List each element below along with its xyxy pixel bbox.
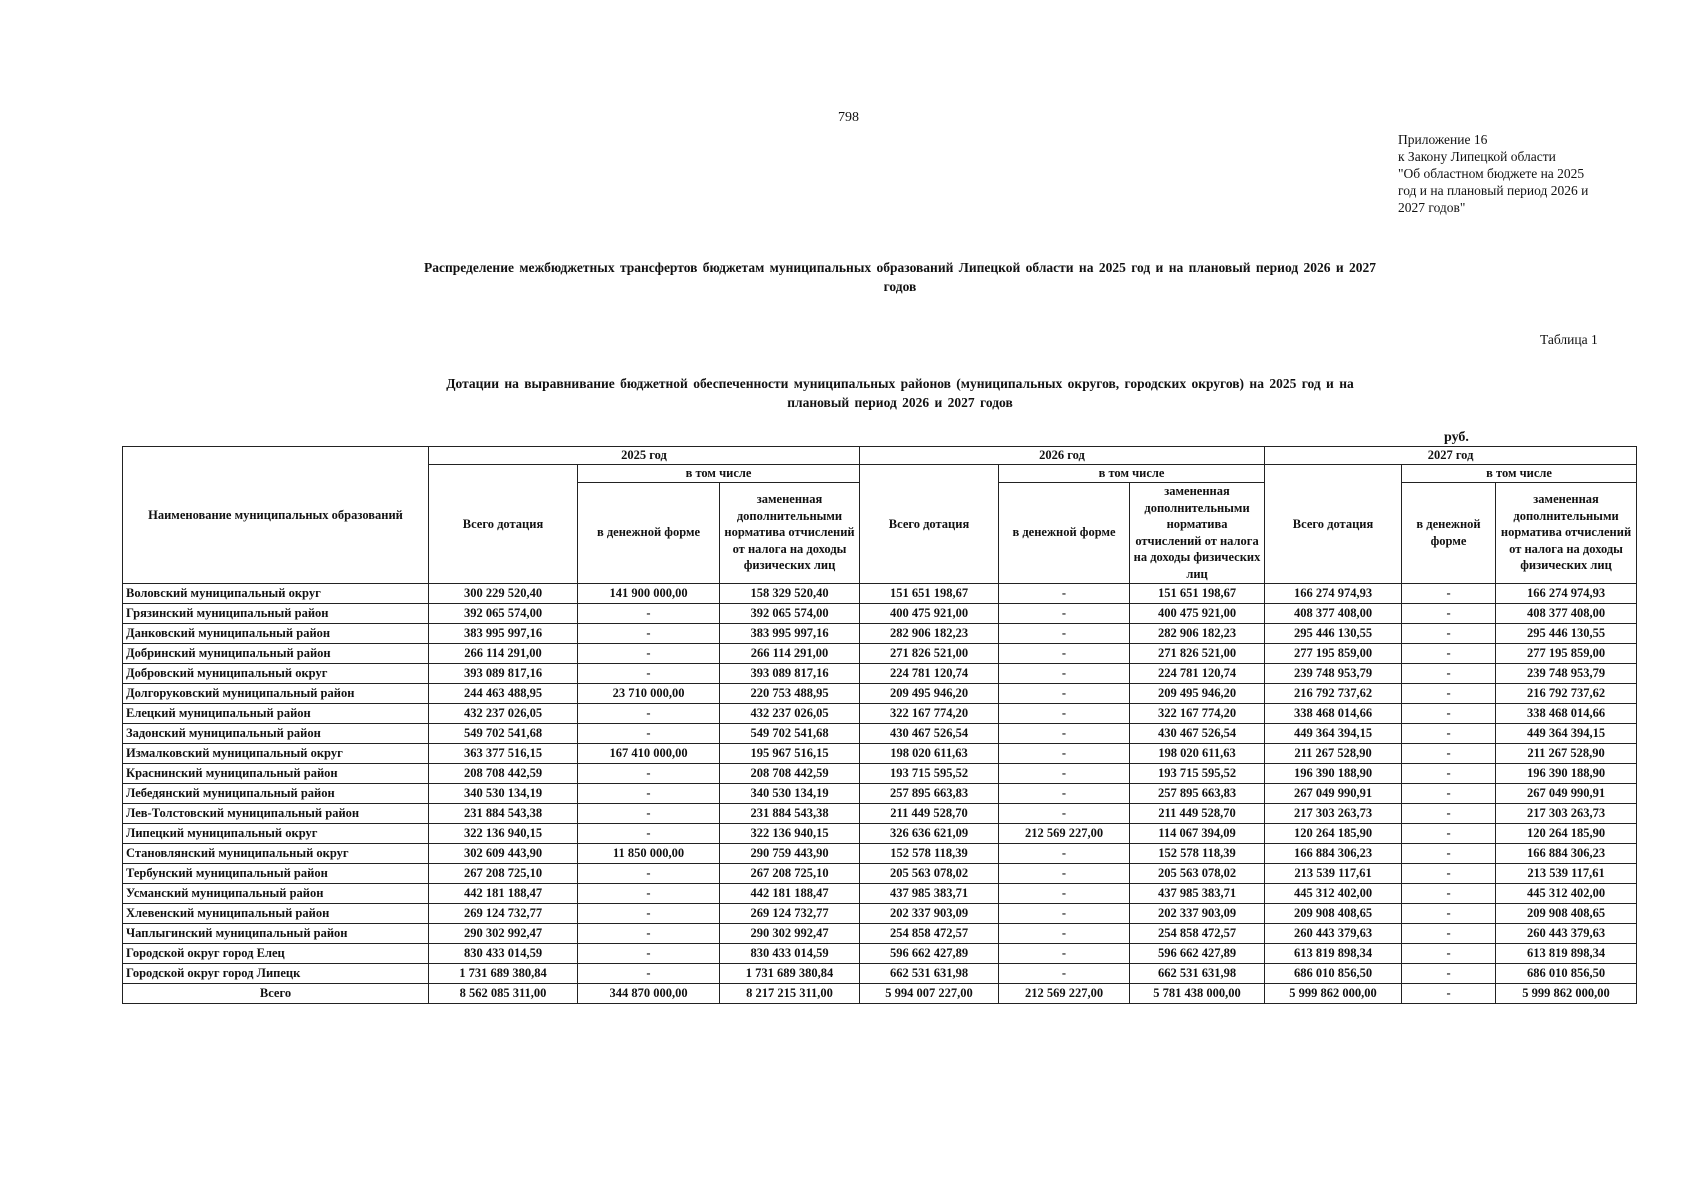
replaced-2027: 211 267 528,90 — [1496, 743, 1637, 763]
total-2025: 442 181 188,47 — [429, 883, 578, 903]
total-2027: 267 049 990,91 — [1265, 783, 1402, 803]
cash-2025: 141 900 000,00 — [578, 583, 720, 603]
table-row — [123, 683, 1637, 703]
total-2025: 302 609 443,90 — [429, 843, 578, 863]
replaced-2025: 830 433 014,59 — [720, 943, 860, 963]
appendix-line: 2027 годов" — [1398, 200, 1466, 215]
total-2026: 400 475 921,00 — [860, 603, 999, 623]
municipality-name: Краснинский муниципальный район — [123, 763, 429, 783]
replaced-2027: 408 377 408,00 — [1496, 603, 1637, 623]
header-replaced-2026: замененная дополнительными норматива отчислений от налога на доходы физических лиц — [1130, 482, 1265, 583]
cash-2025: - — [578, 943, 720, 963]
table-row — [123, 723, 1637, 743]
cash-2026: - — [999, 783, 1130, 803]
appendix-note — [1398, 131, 1638, 216]
municipality-name: Липецкий муниципальный округ — [123, 823, 429, 843]
table-row — [123, 783, 1637, 803]
total-2026: 254 858 472,57 — [860, 923, 999, 943]
municipality-name: Измалковский муниципальный округ — [123, 743, 429, 763]
table-title: Дотации на выравнивание бюджетной обеспеченности муниципальных районов (муниципальных округов, городских округов) на 2025 год и на плановый период 2026 и 2027 годов — [446, 376, 1354, 410]
total-2025: 290 302 992,47 — [429, 923, 578, 943]
municipality-name: Добринский муниципальный район — [123, 643, 429, 663]
cash-2025: - — [578, 763, 720, 783]
total-2027: 217 303 263,73 — [1265, 803, 1402, 823]
cash-2025: - — [578, 923, 720, 943]
total-2025: 208 708 442,59 — [429, 763, 578, 783]
table-row — [123, 903, 1637, 923]
replaced-2025: 383 995 997,16 — [720, 623, 860, 643]
cash-2026: - — [999, 743, 1130, 763]
replaced-2027: 260 443 379,63 — [1496, 923, 1637, 943]
replaced-2026: 437 985 383,71 — [1130, 883, 1265, 903]
cash-2027: - — [1402, 723, 1496, 743]
cash-2027: - — [1402, 783, 1496, 803]
total-2027: 613 819 898,34 — [1265, 943, 1402, 963]
cash-2026: - — [999, 683, 1130, 703]
municipality-name: Данковский муниципальный район — [123, 623, 429, 643]
municipality-name: Лебедянский муниципальный район — [123, 783, 429, 803]
total-2025: 432 237 026,05 — [429, 703, 578, 723]
total-2027: 216 792 737,62 — [1265, 683, 1402, 703]
replaced-2026: 254 858 472,57 — [1130, 923, 1265, 943]
table-row — [123, 943, 1637, 963]
total-2026: 202 337 903,09 — [860, 903, 999, 923]
table-label: Таблица 1 — [1540, 332, 1598, 347]
replaced-2025: 1 731 689 380,84 — [720, 963, 860, 983]
total-2027: 239 748 953,79 — [1265, 663, 1402, 683]
cash-2026: - — [999, 623, 1130, 643]
replaced-2026: 152 578 118,39 — [1130, 843, 1265, 863]
replaced-2027: 196 390 188,90 — [1496, 763, 1637, 783]
cash-2025: 23 710 000,00 — [578, 683, 720, 703]
total-2027: 213 539 117,61 — [1265, 863, 1402, 883]
total-2027: 686 010 856,50 — [1265, 963, 1402, 983]
table-row — [123, 703, 1637, 723]
total-cash-2026: 212 569 227,00 — [999, 983, 1130, 1003]
table-row — [123, 663, 1637, 683]
total-2027: 211 267 528,90 — [1265, 743, 1402, 763]
replaced-2026: 257 895 663,83 — [1130, 783, 1265, 803]
appendix-line: Приложение 16 — [1398, 132, 1488, 147]
replaced-2026: 430 467 526,54 — [1130, 723, 1265, 743]
total-2025: 267 208 725,10 — [429, 863, 578, 883]
replaced-2027: 217 303 263,73 — [1496, 803, 1637, 823]
replaced-2025: 231 884 543,38 — [720, 803, 860, 823]
replaced-2026: 322 167 774,20 — [1130, 703, 1265, 723]
total-2025: 363 377 516,15 — [429, 743, 578, 763]
total-replaced-2026: 5 781 438 000,00 — [1130, 983, 1265, 1003]
appendix-line: год и на плановый период 2026 и — [1398, 183, 1589, 198]
table-row — [123, 923, 1637, 943]
total-2025: 231 884 543,38 — [429, 803, 578, 823]
total-2026: 437 985 383,71 — [860, 883, 999, 903]
total-total-2025: 8 562 085 311,00 — [429, 983, 578, 1003]
total-2025: 269 124 732,77 — [429, 903, 578, 923]
municipality-name: Долгоруковский муниципальный район — [123, 683, 429, 703]
total-2026: 326 636 621,09 — [860, 823, 999, 843]
cash-2026: - — [999, 803, 1130, 823]
cash-2027: - — [1402, 663, 1496, 683]
cash-2027: - — [1402, 823, 1496, 843]
replaced-2025: 290 759 443,90 — [720, 843, 860, 863]
municipality-name: Лев-Толстовский муниципальный район — [123, 803, 429, 823]
replaced-2025: 220 753 488,95 — [720, 683, 860, 703]
cash-2027: - — [1402, 703, 1496, 723]
total-2025: 322 136 940,15 — [429, 823, 578, 843]
header-total-2027: Всего дотация — [1265, 465, 1402, 584]
replaced-2027: 267 049 990,91 — [1496, 783, 1637, 803]
cash-2026: - — [999, 643, 1130, 663]
cash-2027: - — [1402, 643, 1496, 663]
total-2026: 282 906 182,23 — [860, 623, 999, 643]
cash-2026: - — [999, 863, 1130, 883]
total-2026: 271 826 521,00 — [860, 643, 999, 663]
replaced-2025: 269 124 732,77 — [720, 903, 860, 923]
cash-2026: - — [999, 843, 1130, 863]
table-row — [123, 863, 1637, 883]
header-cash-2027: в денежной форме — [1402, 482, 1496, 583]
total-replaced-2025: 8 217 215 311,00 — [720, 983, 860, 1003]
municipality-name: Чаплыгинский муниципальный район — [123, 923, 429, 943]
replaced-2026: 193 715 595,52 — [1130, 763, 1265, 783]
total-2025: 340 530 134,19 — [429, 783, 578, 803]
header-cash-2025: в денежной форме — [578, 482, 720, 583]
total-2027: 260 443 379,63 — [1265, 923, 1402, 943]
municipality-name: Грязинский муниципальный район — [123, 603, 429, 623]
cash-2027: - — [1402, 903, 1496, 923]
cash-2025: - — [578, 603, 720, 623]
replaced-2025: 322 136 940,15 — [720, 823, 860, 843]
total-2025: 830 433 014,59 — [429, 943, 578, 963]
header-total-2026: Всего дотация — [860, 465, 999, 584]
replaced-2026: 400 475 921,00 — [1130, 603, 1265, 623]
total-2026: 662 531 631,98 — [860, 963, 999, 983]
municipality-name: Городской округ город Елец — [123, 943, 429, 963]
replaced-2025: 432 237 026,05 — [720, 703, 860, 723]
table-body — [123, 583, 1637, 1003]
replaced-2027: 686 010 856,50 — [1496, 963, 1637, 983]
table-row — [123, 623, 1637, 643]
header-including-2025: в том числе — [578, 465, 860, 483]
total-2025: 266 114 291,00 — [429, 643, 578, 663]
total-2027: 277 195 859,00 — [1265, 643, 1402, 663]
document-title: Распределение межбюджетных трансфертов бюджетам муниципальных образований Липецкой области на 2025 год и на плановый период 2026 и 2027 годов — [423, 260, 1377, 294]
cash-2026: - — [999, 663, 1130, 683]
cash-2026: - — [999, 703, 1130, 723]
total-cash-2027: - — [1402, 983, 1496, 1003]
table-row — [123, 883, 1637, 903]
page-number: 798 — [838, 110, 859, 125]
replaced-2027: 209 908 408,65 — [1496, 903, 1637, 923]
replaced-2026: 596 662 427,89 — [1130, 943, 1265, 963]
replaced-2027: 449 364 394,15 — [1496, 723, 1637, 743]
replaced-2025: 393 089 817,16 — [720, 663, 860, 683]
unit-label: руб. — [1444, 430, 1469, 445]
total-2026: 596 662 427,89 — [860, 943, 999, 963]
total-2027: 408 377 408,00 — [1265, 603, 1402, 623]
cash-2026: - — [999, 963, 1130, 983]
replaced-2027: 338 468 014,66 — [1496, 703, 1637, 723]
total-2026: 211 449 528,70 — [860, 803, 999, 823]
table-row — [123, 963, 1637, 983]
cash-2027: - — [1402, 743, 1496, 763]
replaced-2025: 549 702 541,68 — [720, 723, 860, 743]
municipality-name: Городской округ город Липецк — [123, 963, 429, 983]
total-label: Всего — [123, 983, 429, 1003]
replaced-2026: 271 826 521,00 — [1130, 643, 1265, 663]
cash-2026: - — [999, 943, 1130, 963]
cash-2026: - — [999, 723, 1130, 743]
header-year-2027: 2027 год — [1265, 447, 1637, 465]
cash-2026: - — [999, 603, 1130, 623]
replaced-2027: 295 446 130,55 — [1496, 623, 1637, 643]
replaced-2026: 202 337 903,09 — [1130, 903, 1265, 923]
total-2025: 392 065 574,00 — [429, 603, 578, 623]
table-row — [123, 583, 1637, 603]
cash-2025: - — [578, 823, 720, 843]
header-row-years — [123, 447, 1637, 465]
total-2027: 338 468 014,66 — [1265, 703, 1402, 723]
replaced-2027: 445 312 402,00 — [1496, 883, 1637, 903]
cash-2025: - — [578, 883, 720, 903]
cash-2025: - — [578, 623, 720, 643]
total-2025: 300 229 520,40 — [429, 583, 578, 603]
total-2026: 257 895 663,83 — [860, 783, 999, 803]
header-replaced-2025: замененная дополнительными норматива отчислений от налога на доходы физических лиц — [720, 482, 860, 583]
cash-2027: - — [1402, 963, 1496, 983]
replaced-2025: 266 114 291,00 — [720, 643, 860, 663]
table-row — [123, 823, 1637, 843]
total-2027: 166 884 306,23 — [1265, 843, 1402, 863]
total-2026: 151 651 198,67 — [860, 583, 999, 603]
total-2025: 1 731 689 380,84 — [429, 963, 578, 983]
replaced-2027: 613 819 898,34 — [1496, 943, 1637, 963]
cash-2027: - — [1402, 883, 1496, 903]
cash-2027: - — [1402, 623, 1496, 643]
replaced-2025: 267 208 725,10 — [720, 863, 860, 883]
total-cash-2025: 344 870 000,00 — [578, 983, 720, 1003]
total-row — [123, 983, 1637, 1003]
total-total-2026: 5 994 007 227,00 — [860, 983, 999, 1003]
replaced-2026: 662 531 631,98 — [1130, 963, 1265, 983]
municipality-name: Задонский муниципальный район — [123, 723, 429, 743]
header-including-2027: в том числе — [1402, 465, 1637, 483]
appendix-line: к Закону Липецкой области — [1398, 149, 1556, 164]
cash-2026: - — [999, 903, 1130, 923]
cash-2026: - — [999, 763, 1130, 783]
replaced-2025: 208 708 442,59 — [720, 763, 860, 783]
total-2027: 449 364 394,15 — [1265, 723, 1402, 743]
cash-2026: 212 569 227,00 — [999, 823, 1130, 843]
municipality-name: Тербунский муниципальный район — [123, 863, 429, 883]
cash-2027: - — [1402, 763, 1496, 783]
total-2027: 120 264 185,90 — [1265, 823, 1402, 843]
replaced-2025: 442 181 188,47 — [720, 883, 860, 903]
total-2026: 193 715 595,52 — [860, 763, 999, 783]
replaced-2027: 213 539 117,61 — [1496, 863, 1637, 883]
cash-2025: - — [578, 783, 720, 803]
replaced-2027: 277 195 859,00 — [1496, 643, 1637, 663]
replaced-2026: 151 651 198,67 — [1130, 583, 1265, 603]
total-2026: 224 781 120,74 — [860, 663, 999, 683]
replaced-2026: 114 067 394,09 — [1130, 823, 1265, 843]
cash-2025: 167 410 000,00 — [578, 743, 720, 763]
cash-2027: - — [1402, 843, 1496, 863]
replaced-2027: 239 748 953,79 — [1496, 663, 1637, 683]
municipality-name: Становлянский муниципальный округ — [123, 843, 429, 863]
replaced-2026: 205 563 078,02 — [1130, 863, 1265, 883]
cash-2027: - — [1402, 923, 1496, 943]
cash-2027: - — [1402, 803, 1496, 823]
total-2026: 209 495 946,20 — [860, 683, 999, 703]
cash-2027: - — [1402, 943, 1496, 963]
header-cash-2026: в денежной форме — [999, 482, 1130, 583]
replaced-2025: 290 302 992,47 — [720, 923, 860, 943]
cash-2025: - — [578, 643, 720, 663]
municipality-name: Добровский муниципальный округ — [123, 663, 429, 683]
replaced-2026: 198 020 611,63 — [1130, 743, 1265, 763]
total-2025: 393 089 817,16 — [429, 663, 578, 683]
total-2026: 152 578 118,39 — [860, 843, 999, 863]
total-2026: 430 467 526,54 — [860, 723, 999, 743]
table-row — [123, 843, 1637, 863]
total-2025: 244 463 488,95 — [429, 683, 578, 703]
total-total-2027: 5 999 862 000,00 — [1265, 983, 1402, 1003]
subsidy-table — [122, 446, 1637, 1004]
cash-2025: - — [578, 963, 720, 983]
header-including-2026: в том числе — [999, 465, 1265, 483]
municipality-name: Воловский муниципальный округ — [123, 583, 429, 603]
replaced-2026: 211 449 528,70 — [1130, 803, 1265, 823]
total-2026: 198 020 611,63 — [860, 743, 999, 763]
total-2027: 295 446 130,55 — [1265, 623, 1402, 643]
cash-2025: - — [578, 723, 720, 743]
total-2027: 445 312 402,00 — [1265, 883, 1402, 903]
replaced-2027: 166 884 306,23 — [1496, 843, 1637, 863]
table-row — [123, 743, 1637, 763]
cash-2027: - — [1402, 583, 1496, 603]
cash-2025: - — [578, 663, 720, 683]
total-2025: 383 995 997,16 — [429, 623, 578, 643]
municipality-name: Усманский муниципальный район — [123, 883, 429, 903]
cash-2027: - — [1402, 603, 1496, 623]
replaced-2026: 282 906 182,23 — [1130, 623, 1265, 643]
total-2027: 209 908 408,65 — [1265, 903, 1402, 923]
cash-2027: - — [1402, 683, 1496, 703]
cash-2025: - — [578, 903, 720, 923]
replaced-2027: 216 792 737,62 — [1496, 683, 1637, 703]
table-row — [123, 643, 1637, 663]
cash-2026: - — [999, 883, 1130, 903]
header-total-2025: Всего дотация — [429, 465, 578, 584]
cash-2025: - — [578, 863, 720, 883]
header-year-2026: 2026 год — [860, 447, 1265, 465]
total-2026: 205 563 078,02 — [860, 863, 999, 883]
total-replaced-2027: 5 999 862 000,00 — [1496, 983, 1637, 1003]
replaced-2025: 158 329 520,40 — [720, 583, 860, 603]
header-replaced-2027: замененная дополнительными норматива отчислений от налога на доходы физических лиц — [1496, 482, 1637, 583]
replaced-2027: 166 274 974,93 — [1496, 583, 1637, 603]
cash-2027: - — [1402, 863, 1496, 883]
total-2027: 196 390 188,90 — [1265, 763, 1402, 783]
replaced-2026: 209 495 946,20 — [1130, 683, 1265, 703]
municipality-name: Хлевенский муниципальный район — [123, 903, 429, 923]
header-year-2025: 2025 год — [429, 447, 860, 465]
table-row — [123, 603, 1637, 623]
table-row — [123, 803, 1637, 823]
replaced-2025: 340 530 134,19 — [720, 783, 860, 803]
replaced-2027: 120 264 185,90 — [1496, 823, 1637, 843]
total-2027: 166 274 974,93 — [1265, 583, 1402, 603]
municipality-name: Елецкий муниципальный район — [123, 703, 429, 723]
header-name: Наименование муниципальных образований — [123, 447, 429, 584]
cash-2026: - — [999, 583, 1130, 603]
replaced-2025: 392 065 574,00 — [720, 603, 860, 623]
total-2026: 322 167 774,20 — [860, 703, 999, 723]
table-row — [123, 763, 1637, 783]
cash-2026: - — [999, 923, 1130, 943]
replaced-2026: 224 781 120,74 — [1130, 663, 1265, 683]
cash-2025: - — [578, 803, 720, 823]
cash-2025: 11 850 000,00 — [578, 843, 720, 863]
total-2025: 549 702 541,68 — [429, 723, 578, 743]
cash-2025: - — [578, 703, 720, 723]
replaced-2025: 195 967 516,15 — [720, 743, 860, 763]
appendix-line: "Об областном бюджете на 2025 — [1398, 166, 1585, 181]
